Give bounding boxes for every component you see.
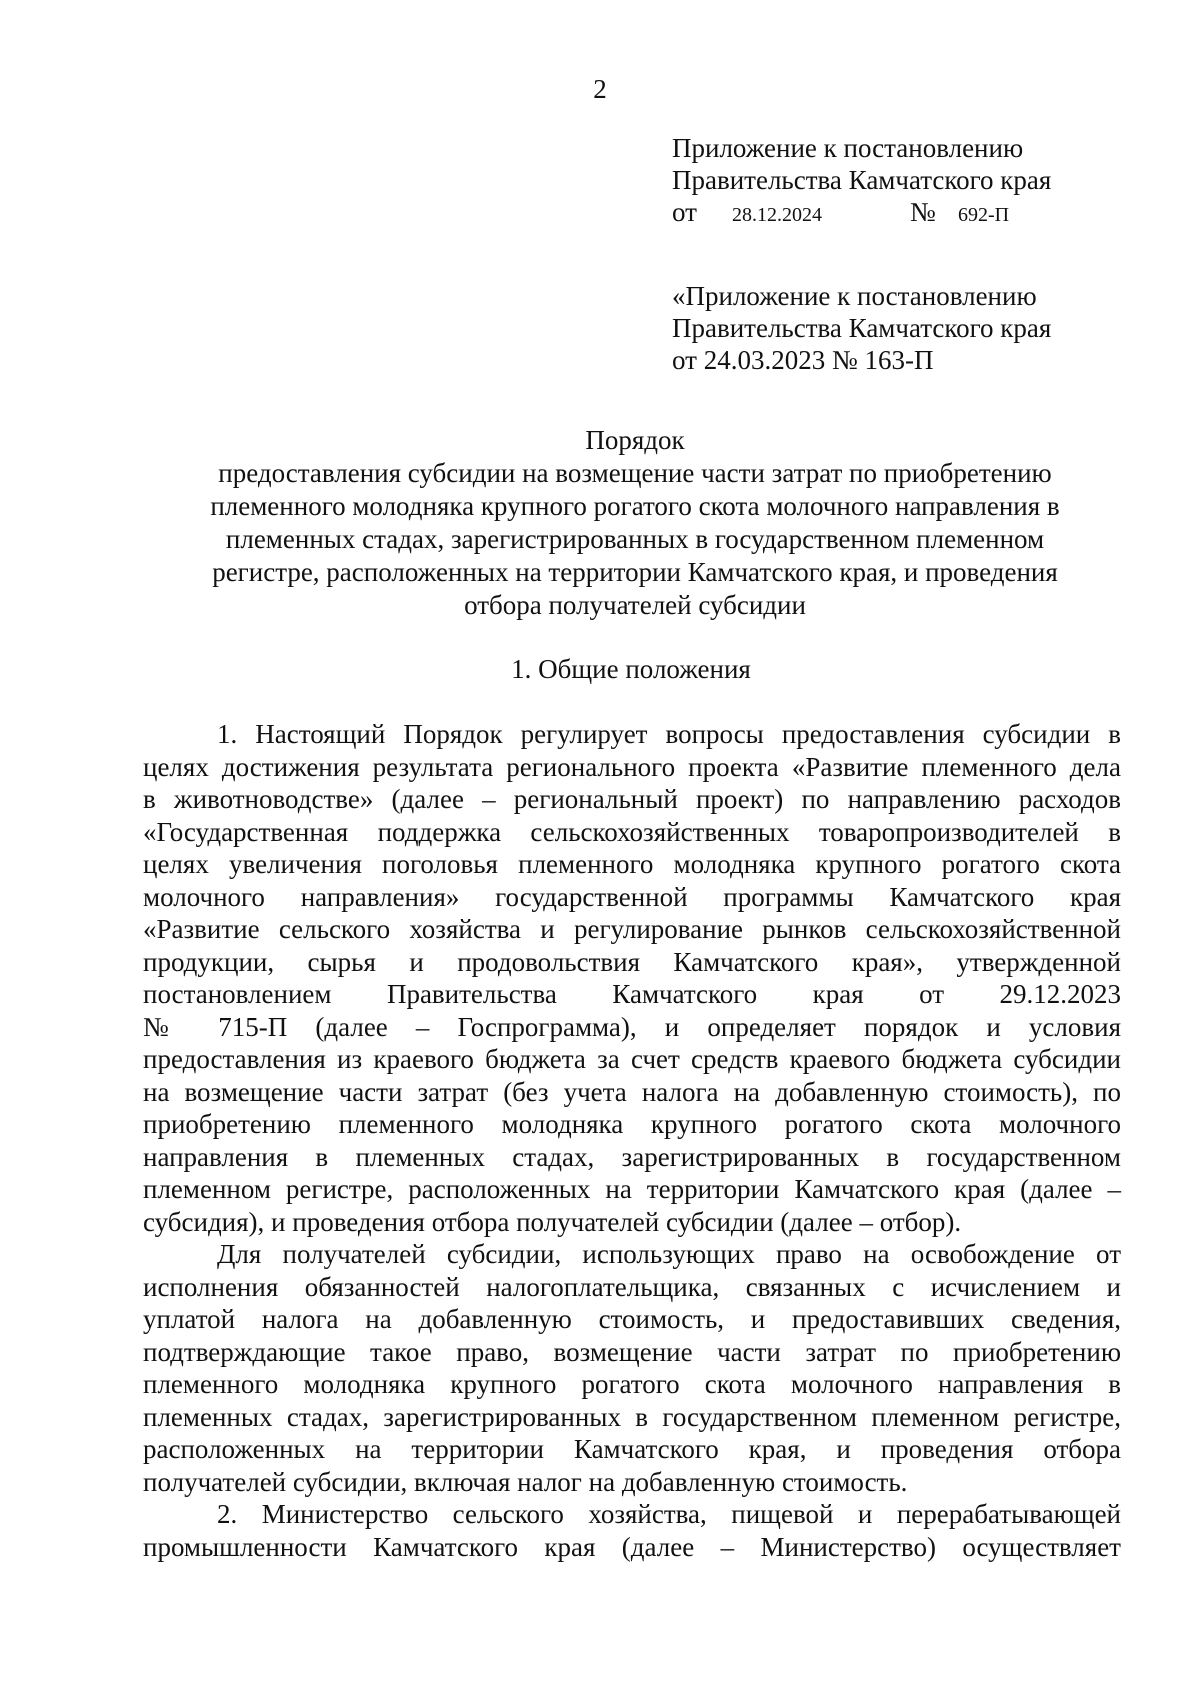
paragraph-line: № 715-П (далее – Госпрограмма), и определяет порядок и условия	[143, 1011, 1121, 1042]
number-label: №	[910, 197, 936, 227]
paragraph-line: племенных стадах, зарегистрированных в государственном племенном регистре,	[143, 1401, 1121, 1432]
title-line: племенного молодняка крупного рогатого скота молочного направления в	[210, 491, 1060, 521]
resolution-date: 28.12.2024	[732, 204, 822, 226]
paragraph-line: на возмещение части затрат (без учета налога на добавленную стоимость), по	[143, 1076, 1121, 1107]
paragraph-line: целях достижения результата регионального проекта «Развитие племенного дела	[143, 751, 1121, 782]
paragraph-line: племенном регистре, расположенных на территории Камчатского края (далее –	[143, 1174, 1121, 1204]
paragraph-line: промышленности Камчатского края (далее – Министерство) осуществляет	[143, 1531, 1121, 1562]
section-heading: 1. Общие положения	[511, 654, 751, 684]
appendix-current-line1: Приложение к постановлению	[672, 133, 1024, 163]
paragraph-line: расположенных на территории Камчатского края, и проведения отбора	[143, 1434, 1121, 1464]
appendix-current-date-row	[672, 196, 1092, 231]
paragraph-line: Для получателей субсидии, использующих право на освобождение от	[217, 1239, 1121, 1269]
paragraph-line: 1. Настоящий Порядок регулирует вопросы предоставления субсидии в	[217, 719, 1121, 749]
paragraph-line: постановлением Правительства Камчатского края от 29.12.2023	[143, 979, 1121, 1009]
paragraph-line: молочного направления» государственной программы Камчатского края	[143, 881, 1121, 912]
paragraph-line: подтверждающие такое право, возмещение части затрат по приобретению	[143, 1336, 1121, 1367]
document-body	[143, 718, 1121, 1563]
title-line: отбора получателей субсидии	[464, 590, 806, 620]
resolution-number: 692-П	[958, 204, 1010, 226]
paragraph-line: получателей субсидии, включая налог на добавленную стоимость.	[143, 1466, 908, 1497]
paragraph-line: исполнения обязанностей налогоплательщика, связанных с исчислением и	[143, 1271, 1121, 1302]
paragraph-line: субсидия), и проведения отбора получателей субсидии (далее – отбор).	[143, 1206, 962, 1237]
paragraph-line: 2. Министерство сельского хозяйства, пищевой и перерабатывающей	[217, 1499, 1121, 1529]
title-line: регистре, расположенных на территории Камчатского края, и проведения	[212, 557, 1058, 587]
appendix-previous-line3: от 24.03.2023 № 163-П	[672, 345, 934, 375]
appendix-previous-line1: «Приложение к постановлению	[672, 281, 1037, 311]
title-line: племенных стадах, зарегистрированных в государственном племенном	[225, 524, 1045, 554]
title-heading: Порядок	[585, 425, 685, 455]
paragraph-line: предоставления из краевого бюджета за счет средств краевого бюджета субсидии	[143, 1044, 1121, 1074]
paragraph-line: «Развитие сельского хозяйства и регулирование рынков сельскохозяйственной	[143, 914, 1121, 944]
appendix-previous-block	[672, 280, 1092, 376]
paragraph-line: приобретению племенного молодняка крупного рогатого скота молочного	[143, 1109, 1121, 1139]
paragraph-line: племенного молодняка крупного рогатого скота молочного направления в	[143, 1369, 1121, 1399]
paragraph-line: «Государственная поддержка сельскохозяйственных товаропроизводителей в	[143, 816, 1121, 847]
from-label: от	[672, 197, 697, 227]
appendix-current-line2: Правительства Камчатского края	[672, 165, 1052, 195]
page-number: 2	[593, 74, 607, 104]
paragraph-line: продукции, сырья и продовольствия Камчатского края», утвержденной	[143, 946, 1121, 977]
appendix-current-block	[672, 132, 1092, 231]
appendix-previous-line2: Правительства Камчатского края	[672, 313, 1052, 343]
document-title	[145, 424, 1125, 622]
paragraph-line: уплатой налога на добавленную стоимость, и предоставивших сведения,	[143, 1304, 1121, 1334]
paragraph-line: целях увеличения поголовья племенного молодняка крупного рогатого скота	[143, 849, 1121, 879]
paragraph-line: в животноводстве» (далее – региональный проект) по направлению расходов	[143, 784, 1121, 814]
title-line: предоставления субсидии на возмещение части затрат по приобретению	[218, 458, 1052, 488]
paragraph-line: направления в племенных стадах, зарегистрированных в государственном	[143, 1141, 1121, 1172]
